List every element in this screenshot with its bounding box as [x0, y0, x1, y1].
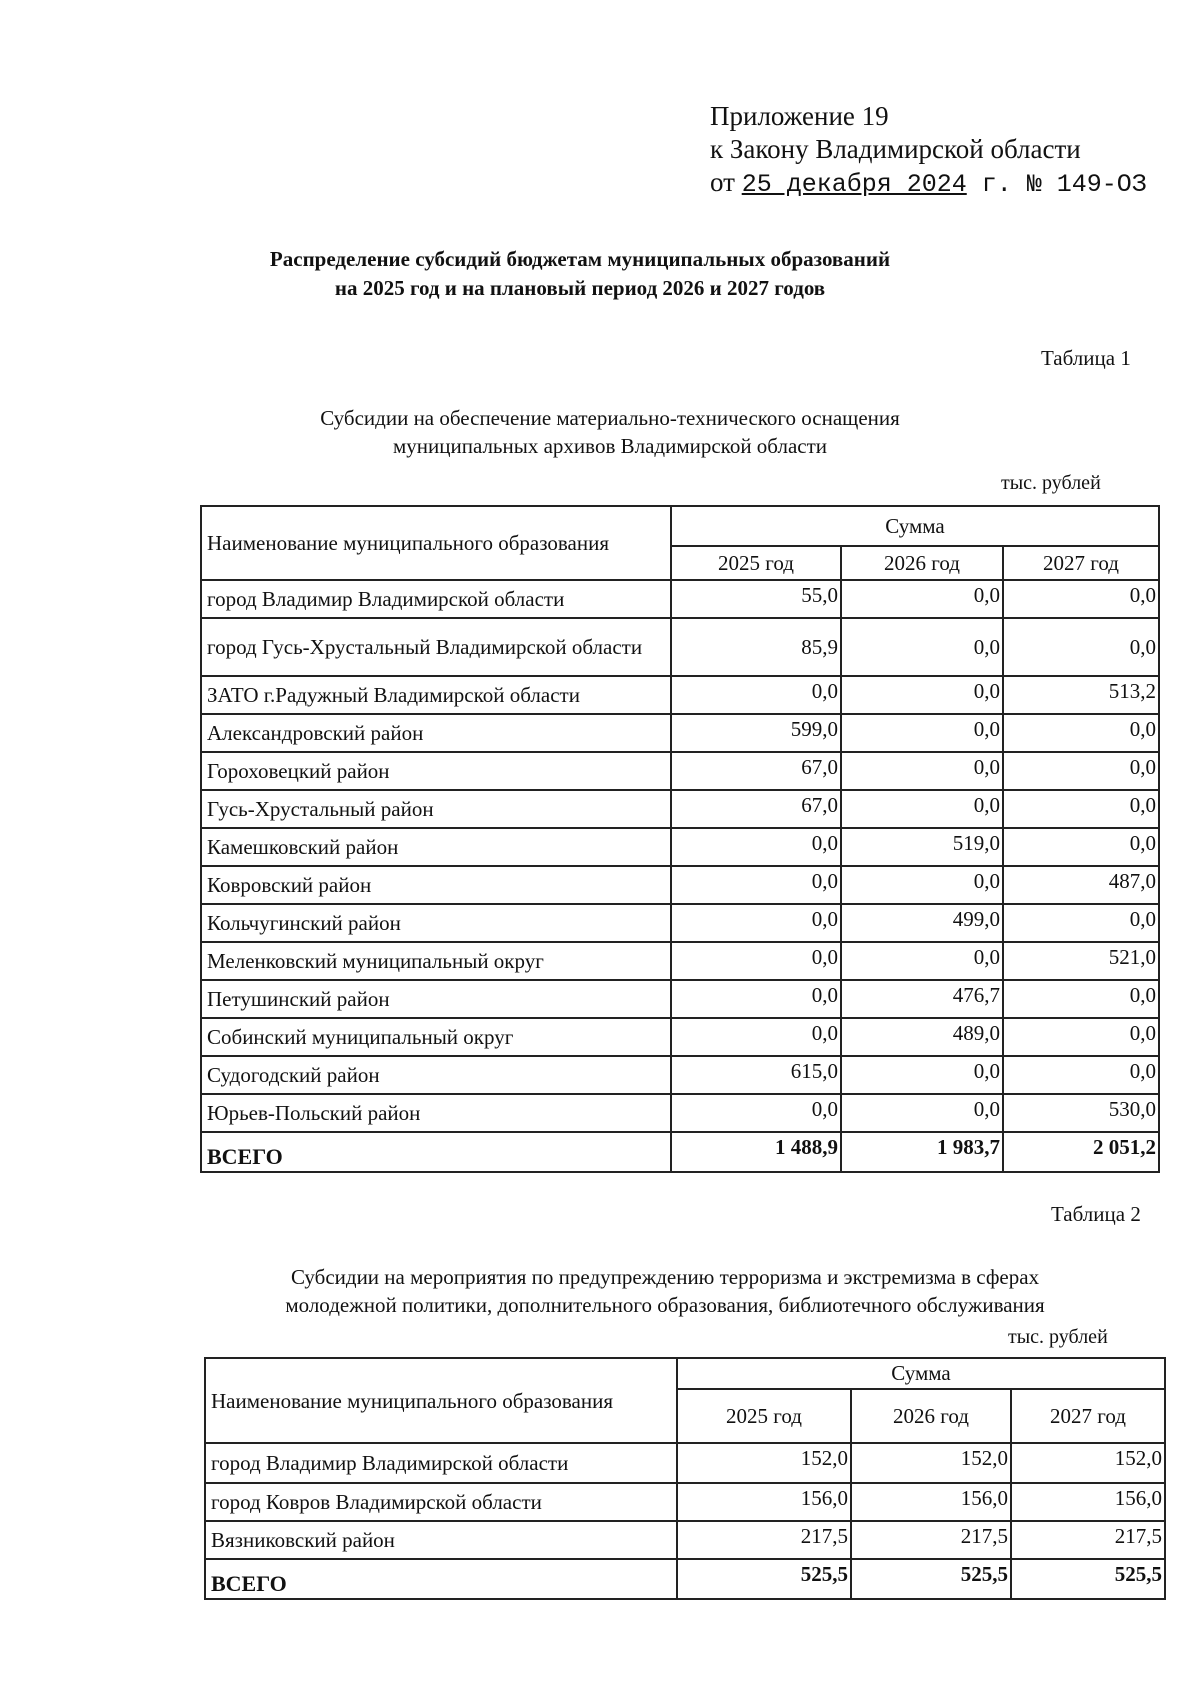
table-row	[205, 1521, 1165, 1559]
value-2027: 0,0	[1003, 828, 1159, 866]
document-title-line1: Распределение субсидий бюджетам муниципальных образований	[269, 247, 891, 271]
value-2026: 0,0	[841, 580, 1003, 618]
table-row	[205, 1443, 1165, 1483]
table-row	[201, 980, 1159, 1018]
row-name: Юрьев-Польский район	[201, 1094, 671, 1132]
value-2026: 489,0	[841, 1018, 1003, 1056]
value-2026: 0,0	[841, 1056, 1003, 1094]
row-name: Вязниковский район	[205, 1521, 677, 1559]
value-2025: 0,0	[671, 980, 841, 1018]
row-name: город Гусь-Хрустальный Владимирской области	[201, 618, 671, 676]
value-2026: 0,0	[841, 942, 1003, 980]
value-2025: 67,0	[671, 752, 841, 790]
value-2026: 217,5	[851, 1521, 1011, 1559]
table1-header-row	[201, 506, 1159, 546]
value-2025: 615,0	[671, 1056, 841, 1094]
table-row	[201, 904, 1159, 942]
value-2026: 0,0	[841, 618, 1003, 676]
table1-header-name: Наименование муниципального образования	[201, 506, 671, 580]
table2-header-name: Наименование муниципального образования	[205, 1358, 677, 1443]
appendix-date-line	[710, 166, 1147, 201]
row-name: Собинский муниципальный округ	[201, 1018, 671, 1056]
value-2025: 85,9	[671, 618, 841, 676]
appendix-law: к Закону Владимирской области	[710, 134, 1081, 164]
total-2026: 525,5	[851, 1559, 1011, 1599]
table-row	[201, 752, 1159, 790]
value-2026: 152,0	[851, 1443, 1011, 1483]
table2-caption	[200, 1263, 1130, 1319]
value-2027: 0,0	[1003, 1018, 1159, 1056]
total-2027: 2 051,2	[1003, 1132, 1159, 1172]
value-2027: 487,0	[1003, 866, 1159, 904]
value-2027: 0,0	[1003, 580, 1159, 618]
value-2027: 0,0	[1003, 714, 1159, 752]
value-2026: 0,0	[841, 676, 1003, 714]
table-row	[201, 790, 1159, 828]
total-2027: 525,5	[1011, 1559, 1165, 1599]
row-name: Ковровский район	[201, 866, 671, 904]
row-name: Гороховецкий район	[201, 752, 671, 790]
document-title-line2: на 2025 год и на плановый период 2026 и 2027 годов	[334, 276, 826, 300]
table1-header-year-2026: 2026 год	[841, 546, 1003, 580]
table1	[200, 505, 1160, 1173]
table-row	[201, 1056, 1159, 1094]
table2-total-row	[205, 1559, 1165, 1599]
appendix-date: 25 декабря 2024	[741, 170, 967, 199]
value-2025: 67,0	[671, 790, 841, 828]
total-label: ВСЕГО	[205, 1559, 677, 1599]
table-row	[201, 1018, 1159, 1056]
value-2025: 0,0	[671, 828, 841, 866]
value-2026: 0,0	[841, 714, 1003, 752]
value-2025: 0,0	[671, 904, 841, 942]
value-2027: 0,0	[1003, 1056, 1159, 1094]
table-row	[201, 942, 1159, 980]
value-2027: 217,5	[1011, 1521, 1165, 1559]
value-2027: 0,0	[1003, 904, 1159, 942]
row-name: Петушинский район	[201, 980, 671, 1018]
value-2027: 521,0	[1003, 942, 1159, 980]
value-2027: 0,0	[1003, 618, 1159, 676]
table2-header-year-2026: 2026 год	[851, 1389, 1011, 1443]
value-2025: 55,0	[671, 580, 841, 618]
table-row	[205, 1483, 1165, 1521]
value-2027: 0,0	[1003, 752, 1159, 790]
table2-units: тыс. рублей	[1008, 1326, 1108, 1348]
total-label: ВСЕГО	[201, 1132, 671, 1172]
value-2027: 0,0	[1003, 790, 1159, 828]
table1-header-sum: Сумма	[671, 506, 1159, 546]
row-name: город Ковров Владимирской области	[205, 1483, 677, 1521]
value-2027: 530,0	[1003, 1094, 1159, 1132]
value-2025: 217,5	[677, 1521, 851, 1559]
table1-caption-line2: муниципальных архивов Владимирской области	[392, 434, 828, 458]
value-2025: 0,0	[671, 942, 841, 980]
value-2026: 499,0	[841, 904, 1003, 942]
table1-units: тыс. рублей	[1001, 472, 1101, 494]
value-2025: 0,0	[671, 866, 841, 904]
appendix-number: Приложение 19	[710, 101, 889, 131]
value-2026: 519,0	[841, 828, 1003, 866]
value-2026: 0,0	[841, 752, 1003, 790]
value-2027: 0,0	[1003, 980, 1159, 1018]
value-2026: 0,0	[841, 1094, 1003, 1132]
value-2025: 599,0	[671, 714, 841, 752]
table1-total-row	[201, 1132, 1159, 1172]
value-2025: 0,0	[671, 1018, 841, 1056]
table1-label: Таблица 1	[1041, 346, 1131, 370]
value-2025: 0,0	[671, 1094, 841, 1132]
value-2027: 513,2	[1003, 676, 1159, 714]
value-2027: 152,0	[1011, 1443, 1165, 1483]
row-name: Кольчугинский район	[201, 904, 671, 942]
value-2026: 0,0	[841, 866, 1003, 904]
value-2025: 152,0	[677, 1443, 851, 1483]
value-2026: 0,0	[841, 790, 1003, 828]
appendix-date-prefix: от	[710, 167, 742, 197]
value-2027: 156,0	[1011, 1483, 1165, 1521]
row-name: Гусь-Хрустальный район	[201, 790, 671, 828]
table2-header-sum: Сумма	[677, 1358, 1165, 1389]
value-2026: 156,0	[851, 1483, 1011, 1521]
document-title	[230, 245, 930, 303]
row-name: город Владимир Владимирской области	[205, 1443, 677, 1483]
row-name: Камешковский район	[201, 828, 671, 866]
table2-header-year-2027: 2027 год	[1011, 1389, 1165, 1443]
table-row	[201, 866, 1159, 904]
table-row	[201, 714, 1159, 752]
appendix-block	[710, 100, 1147, 201]
table2	[204, 1357, 1166, 1600]
table1-caption	[250, 404, 970, 460]
table-row	[201, 580, 1159, 618]
value-2026: 476,7	[841, 980, 1003, 1018]
table-row	[201, 676, 1159, 714]
value-2025: 0,0	[671, 676, 841, 714]
table2-caption-line1: Субсидии на мероприятия по предупреждению терроризма и экстремизма в сферах	[290, 1265, 1040, 1289]
table2-caption-line2: молодежной политики, дополнительного образования, библиотечного обслуживания	[285, 1293, 1045, 1317]
value-2025: 156,0	[677, 1483, 851, 1521]
row-name: город Владимир Владимирской области	[201, 580, 671, 618]
row-name: Меленковский муниципальный округ	[201, 942, 671, 980]
table1-header-year-2025: 2025 год	[671, 546, 841, 580]
table1-caption-line1: Субсидии на обеспечение материально-технического оснащения	[320, 406, 900, 430]
row-name: ЗАТО г.Радужный Владимирской области	[201, 676, 671, 714]
table2-header-year-2025: 2025 год	[677, 1389, 851, 1443]
table-row	[201, 618, 1159, 676]
total-2025: 1 488,9	[671, 1132, 841, 1172]
row-name: Судогодский район	[201, 1056, 671, 1094]
appendix-law-number: г. № 149-ОЗ	[966, 170, 1147, 199]
table-row	[201, 828, 1159, 866]
table1-header-year-2027: 2027 год	[1003, 546, 1159, 580]
row-name: Александровский район	[201, 714, 671, 752]
total-2026: 1 983,7	[841, 1132, 1003, 1172]
table2-label: Таблица 2	[1051, 1202, 1141, 1226]
table2-header-row	[205, 1358, 1165, 1389]
total-2025: 525,5	[677, 1559, 851, 1599]
table-row	[201, 1094, 1159, 1132]
